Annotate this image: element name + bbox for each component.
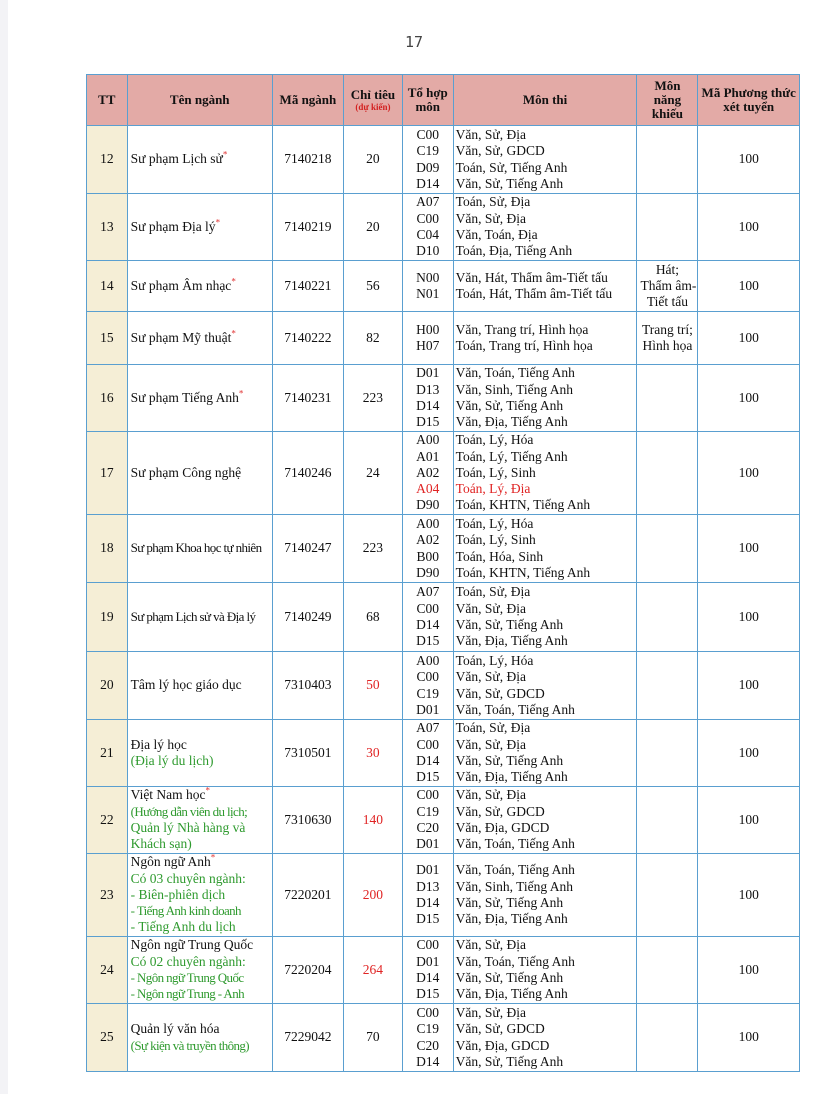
subjects-cell (453, 432, 637, 515)
major-name-cell (127, 583, 272, 652)
major-name: Ngôn ngữ Anh* (130, 852, 216, 870)
method-code: 100 (698, 583, 800, 652)
major-name: Quản lý văn hóa (130, 1021, 220, 1037)
aptitude-cell (637, 261, 698, 312)
document-page (8, 0, 820, 1094)
combo-cell (402, 365, 453, 432)
table-row (87, 937, 800, 1004)
combo-code: D14 (416, 895, 440, 910)
subject-line: Văn, Sử, Địa (455, 126, 526, 142)
major-name-cell (127, 312, 272, 365)
subject-line: Văn, Địa, GDCD (455, 1037, 550, 1053)
subject-line: Toán, Địa, Tiếng Anh (455, 243, 573, 259)
subject-line: Toán, KHTN, Tiếng Anh (455, 564, 591, 580)
method-code: 100 (698, 126, 800, 194)
subject-line: Toán, Lý, Sinh (455, 464, 536, 480)
subject-line: Văn, Sử, Tiếng Anh (455, 175, 564, 191)
subject-line: Văn, Toán, Tiếng Anh (455, 701, 575, 717)
major-code: 7310630 (272, 787, 343, 854)
major-code: 7140221 (272, 261, 343, 312)
major-code: 7140222 (272, 312, 343, 365)
subject-line: Văn, Sử, Tiếng Anh (455, 398, 564, 413)
subjects-cell (453, 312, 637, 365)
subject-line: Toán, Hát, Thẩm âm-Tiết tấu (455, 286, 613, 301)
aptitude-cell (637, 1004, 698, 1072)
major-name-cell (127, 937, 272, 1004)
method-code: 100 (698, 720, 800, 787)
combo-code: A00 (416, 432, 440, 448)
major-name-cell (127, 194, 272, 261)
table-row (87, 365, 800, 432)
aptitude-line: Thẩm âm- (640, 277, 697, 293)
aptitude-line: Hát; (655, 261, 680, 277)
asterisk-mark: * (238, 388, 244, 399)
aptitude-cell (637, 854, 698, 937)
subject-line: Toán, Sử, Địa (455, 194, 531, 210)
major-code: 7140219 (272, 194, 343, 261)
combo-code: D14 (416, 753, 440, 768)
subject-line: Văn, Sử, Địa (455, 600, 526, 616)
subject-line: Văn, Sử, GDCD (455, 143, 545, 159)
combo-code: A04 (416, 481, 440, 497)
combo-code: D14 (416, 398, 440, 413)
table-row (87, 515, 800, 583)
combo-code: H00 (416, 321, 440, 337)
header-quota (343, 75, 402, 126)
aptitude-line: Trang trí; (641, 321, 693, 337)
page-number: 17 (404, 33, 424, 51)
major-code: 7140249 (272, 583, 343, 652)
combo-code: D01 (416, 953, 440, 969)
asterisk-mark: * (215, 217, 221, 228)
combo-cell (402, 937, 453, 1004)
table-row (87, 1004, 800, 1072)
combo-code: D13 (416, 878, 440, 894)
major-name: Tâm lý học giáo dục (130, 677, 242, 693)
subject-line: Văn, Sử, Địa (455, 937, 526, 953)
subject-line: Văn, Toán, Tiếng Anh (455, 365, 575, 381)
aptitude-line: Hình họa (642, 338, 693, 353)
major-name: Sư phạm Mỹ thuật* (130, 328, 236, 345)
quota-value: 20 (343, 126, 402, 194)
subjects-cell (453, 365, 637, 432)
quota-value: 24 (343, 432, 402, 515)
row-number: 25 (87, 1004, 128, 1072)
row-number: 13 (87, 194, 128, 261)
subject-line: Văn, Địa, GDCD (455, 820, 550, 835)
combo-code: B00 (416, 548, 439, 564)
combo-cell (402, 720, 453, 787)
combo-code: D14 (416, 970, 440, 985)
subjects-cell (453, 1004, 637, 1072)
combo-code: C20 (416, 820, 439, 835)
method-code: 100 (698, 432, 800, 515)
major-note: - Tiếng Anh du lịch (130, 919, 236, 935)
method-code: 100 (698, 787, 800, 854)
combo-code: D14 (416, 1053, 440, 1069)
subject-line: Văn, Sử, Địa (455, 736, 526, 752)
combo-cell (402, 652, 453, 720)
subjects-cell (453, 854, 637, 937)
quota-value: 82 (343, 312, 402, 365)
subject-line: Toán, Hóa, Sinh (455, 548, 544, 564)
subjects-cell (453, 583, 637, 652)
combo-code: D15 (416, 911, 440, 927)
row-number: 20 (87, 652, 128, 720)
table-row (87, 312, 800, 365)
subject-line: Toán, Sử, Địa (455, 584, 531, 600)
subject-line: Văn, Địa, Tiếng Anh (455, 769, 568, 785)
subject-line: Văn, Sử, Địa (455, 669, 526, 685)
aptitude-cell (637, 515, 698, 583)
table-row (87, 854, 800, 937)
header-aptitude: Môn năng khiếu (637, 75, 698, 126)
row-number: 19 (87, 583, 128, 652)
subject-line: Toán, Lý, Sinh (455, 532, 536, 548)
combo-cell (402, 1004, 453, 1072)
subject-line: Văn, Địa, Tiếng Anh (455, 986, 568, 1002)
table-row (87, 126, 800, 194)
quota-value: 50 (343, 652, 402, 720)
method-code: 100 (698, 652, 800, 720)
table-row (87, 652, 800, 720)
combo-code: C00 (416, 669, 439, 685)
combo-code: D15 (416, 769, 440, 785)
major-name: Sư phạm Tiếng Anh* (130, 388, 244, 405)
quota-value: 68 (343, 583, 402, 652)
quota-value: 56 (343, 261, 402, 312)
subjects-cell (453, 787, 637, 854)
combo-code: C00 (416, 210, 439, 226)
combo-code: A02 (416, 532, 440, 548)
aptitude-cell (637, 194, 698, 261)
combo-code: A07 (416, 584, 440, 600)
major-note: - Ngôn ngữ Trung Quốc (130, 970, 244, 985)
combo-cell (402, 787, 453, 854)
row-number: 23 (87, 854, 128, 937)
asterisk-mark: * (231, 276, 236, 287)
row-number: 18 (87, 515, 128, 583)
aptitude-cell (637, 583, 698, 652)
subject-line: Toán, Sử, Tiếng Anh (455, 159, 568, 175)
combo-code: D15 (416, 986, 440, 1002)
combo-code: C19 (416, 143, 439, 159)
aptitude-cell (637, 365, 698, 432)
combo-code: C00 (416, 600, 439, 616)
major-name-cell (127, 652, 272, 720)
subject-line: Văn, Trang trí, Hình họa (455, 321, 589, 337)
header-quota-label: Chỉ tiêu (350, 87, 396, 102)
asterisk-mark: * (222, 149, 228, 160)
subject-line: Văn, Sử, Tiếng Anh (455, 617, 564, 632)
major-name-cell (127, 787, 272, 854)
combo-code: H07 (416, 338, 440, 353)
subject-line: Toán, Lý, Hóa (455, 432, 534, 448)
aptitude-cell (637, 787, 698, 854)
row-number: 15 (87, 312, 128, 365)
table-row (87, 583, 800, 652)
aptitude-cell (637, 937, 698, 1004)
row-number: 14 (87, 261, 128, 312)
subjects-cell (453, 261, 637, 312)
subject-line: Toán, Lý, Hóa (455, 652, 534, 668)
header-row (87, 75, 800, 126)
method-code: 100 (698, 312, 800, 365)
subject-line: Văn, Hát, Thẩm âm-Tiết tấu (455, 269, 608, 285)
major-name-cell (127, 720, 272, 787)
combo-code: D01 (416, 365, 440, 381)
aptitude-cell (637, 720, 698, 787)
subjects-cell (453, 194, 637, 261)
subject-line: Văn, Địa, Tiếng Anh (455, 633, 568, 649)
major-name: Sư phạm Khoa học tự nhiên (130, 540, 262, 556)
subjects-cell (453, 720, 637, 787)
major-code: 7140246 (272, 432, 343, 515)
aptitude-cell (637, 312, 698, 365)
major-code: 7229042 (272, 1004, 343, 1072)
combo-code: D90 (416, 564, 440, 580)
subject-line: Văn, Sử, Tiếng Anh (455, 753, 564, 768)
major-note: Quản lý Nhà hàng và (130, 820, 246, 835)
quota-value: 223 (343, 515, 402, 583)
method-code: 100 (698, 854, 800, 937)
combo-code: A00 (416, 515, 440, 531)
subject-line: Văn, Sử, Tiếng Anh (455, 1053, 564, 1069)
major-name: Sư phạm Địa lý* (130, 217, 221, 234)
major-name-cell (127, 365, 272, 432)
subject-line: Văn, Địa, Tiếng Anh (455, 414, 568, 430)
combo-code: C00 (416, 937, 439, 953)
quota-value: 200 (343, 854, 402, 937)
major-note: - Ngôn ngữ Trung - Anh (130, 986, 245, 1002)
combo-code: A07 (416, 720, 440, 736)
table-body (87, 126, 800, 1072)
aptitude-cell (637, 652, 698, 720)
combo-cell (402, 854, 453, 937)
major-code: 7140231 (272, 365, 343, 432)
header-code: Mã ngành (272, 75, 343, 126)
major-name: Sư phạm Lịch sử* (130, 149, 228, 167)
table-row (87, 261, 800, 312)
major-name-cell (127, 515, 272, 583)
row-number: 24 (87, 937, 128, 1004)
subject-line: Văn, Sử, GDCD (455, 803, 545, 819)
combo-code: D01 (416, 862, 440, 878)
subject-line: Văn, Sử, GDCD (455, 1021, 545, 1037)
combo-code: N00 (416, 269, 440, 285)
major-note: (Địa lý du lịch) (130, 753, 214, 768)
major-name-cell (127, 126, 272, 194)
table-row (87, 720, 800, 787)
subjects-cell (453, 126, 637, 194)
subject-line: Văn, Sử, Địa (455, 1004, 526, 1020)
combo-cell (402, 515, 453, 583)
subject-line: Toán, Lý, Hóa (455, 515, 534, 531)
combo-code: C00 (416, 126, 439, 142)
subject-line: Toán, Lý, Tiếng Anh (455, 448, 568, 464)
asterisk-mark: * (205, 785, 211, 796)
combo-code: D15 (416, 633, 440, 649)
combo-cell (402, 261, 453, 312)
subjects-cell (453, 515, 637, 583)
row-number: 17 (87, 432, 128, 515)
asterisk-mark: * (210, 852, 216, 863)
subject-line: Toán, Lý, Địa (455, 481, 531, 497)
row-number: 12 (87, 126, 128, 194)
combo-code: A00 (416, 652, 440, 668)
subject-line: Văn, Sử, Tiếng Anh (455, 970, 564, 985)
combo-code: D01 (416, 701, 440, 717)
major-name-cell (127, 1004, 272, 1072)
major-note: (Hướng dẫn viên du lịch; (130, 803, 248, 819)
header-subjects: Môn thi (453, 75, 637, 126)
combo-code: D15 (416, 414, 440, 430)
combo-code: C19 (416, 1021, 439, 1037)
admissions-table (86, 74, 800, 1072)
aptitude-cell (637, 432, 698, 515)
major-note: Khách sạn) (130, 836, 192, 852)
row-number: 22 (87, 787, 128, 854)
table-row (87, 787, 800, 854)
combo-code: A01 (416, 448, 440, 464)
major-code: 7140218 (272, 126, 343, 194)
major-code: 7140247 (272, 515, 343, 583)
header-combo: Tổ hợp môn (402, 75, 453, 126)
aptitude-line: Tiết tấu (646, 294, 688, 310)
major-note: - Tiếng Anh kinh doanh (130, 903, 241, 919)
quota-value: 70 (343, 1004, 402, 1072)
combo-cell (402, 312, 453, 365)
row-number: 16 (87, 365, 128, 432)
subject-line: Văn, Địa, Tiếng Anh (455, 911, 568, 927)
combo-code: D01 (416, 836, 440, 852)
combo-code: C20 (416, 1037, 439, 1053)
subject-line: Toán, KHTN, Tiếng Anh (455, 497, 591, 513)
table-row (87, 432, 800, 515)
method-code: 100 (698, 365, 800, 432)
subject-line: Văn, Sinh, Tiếng Anh (455, 381, 574, 397)
table-row (87, 194, 800, 261)
combo-code: C19 (416, 803, 439, 819)
method-code: 100 (698, 937, 800, 1004)
quota-value: 223 (343, 365, 402, 432)
major-note: - Biên-phiên dịch (130, 886, 226, 902)
major-code: 7220201 (272, 854, 343, 937)
combo-cell (402, 194, 453, 261)
header-method: Mã Phương thức xét tuyển (698, 75, 800, 126)
major-code: 7310501 (272, 720, 343, 787)
header-quota-note: (dự kiến) (355, 102, 391, 112)
asterisk-mark: * (231, 328, 236, 339)
subject-line: Văn, Sử, Địa (455, 210, 526, 226)
major-name: Việt Nam học* (130, 785, 211, 803)
combo-code: C00 (416, 787, 439, 803)
method-code: 100 (698, 1004, 800, 1072)
subject-line: Văn, Toán, Tiếng Anh (455, 953, 575, 969)
subject-line: Văn, Sử, GDCD (455, 685, 545, 701)
header-name: Tên ngành (127, 75, 272, 126)
subject-line: Văn, Sử, Tiếng Anh (455, 895, 564, 910)
major-note: (Sự kiện và truyền thông) (130, 1037, 250, 1053)
combo-code: D14 (416, 617, 440, 632)
combo-code: D90 (416, 497, 440, 513)
subject-line: Toán, Sử, Địa (455, 720, 531, 736)
major-name-cell (127, 854, 272, 937)
subject-line: Văn, Toán, Tiếng Anh (455, 862, 575, 878)
major-code: 7220204 (272, 937, 343, 1004)
header-tt: TT (87, 75, 128, 126)
major-name: Ngôn ngữ Trung Quốc (130, 937, 254, 953)
subjects-cell (453, 652, 637, 720)
quota-value: 264 (343, 937, 402, 1004)
combo-cell (402, 583, 453, 652)
subject-line: Văn, Toán, Địa (455, 227, 538, 242)
subject-line: Văn, Sinh, Tiếng Anh (455, 878, 574, 894)
major-name-cell (127, 432, 272, 515)
combo-code: D13 (416, 381, 440, 397)
major-note: Có 02 chuyên ngành: (130, 953, 246, 969)
quota-value: 20 (343, 194, 402, 261)
combo-code: D09 (416, 159, 440, 175)
combo-code: N01 (416, 286, 440, 301)
major-name: Sư phạm Lịch sử và Địa lý (130, 608, 256, 624)
major-note: Có 03 chuyên ngành: (130, 870, 246, 886)
subject-line: Toán, Trang trí, Hình họa (455, 338, 593, 353)
method-code: 100 (698, 515, 800, 583)
combo-cell (402, 126, 453, 194)
major-name: Địa lý học (130, 736, 187, 752)
combo-code: A07 (416, 194, 440, 210)
major-name-cell (127, 261, 272, 312)
method-code: 100 (698, 261, 800, 312)
combo-code: C00 (416, 1004, 439, 1020)
aptitude-cell (637, 126, 698, 194)
combo-cell (402, 432, 453, 515)
combo-code: D10 (416, 243, 440, 259)
subject-line: Văn, Sử, Địa (455, 787, 526, 803)
method-code: 100 (698, 194, 800, 261)
row-number: 21 (87, 720, 128, 787)
quota-value: 140 (343, 787, 402, 854)
major-name: Sư phạm Công nghệ (130, 464, 242, 480)
combo-code: C00 (416, 736, 439, 752)
quota-value: 30 (343, 720, 402, 787)
subject-line: Văn, Toán, Tiếng Anh (455, 836, 575, 852)
combo-code: C04 (416, 227, 439, 242)
major-name: Sư phạm Âm nhạc* (130, 276, 236, 293)
subjects-cell (453, 937, 637, 1004)
major-code: 7310403 (272, 652, 343, 720)
combo-code: D14 (416, 175, 440, 191)
combo-code: A02 (416, 464, 440, 480)
combo-code: C19 (416, 685, 439, 701)
